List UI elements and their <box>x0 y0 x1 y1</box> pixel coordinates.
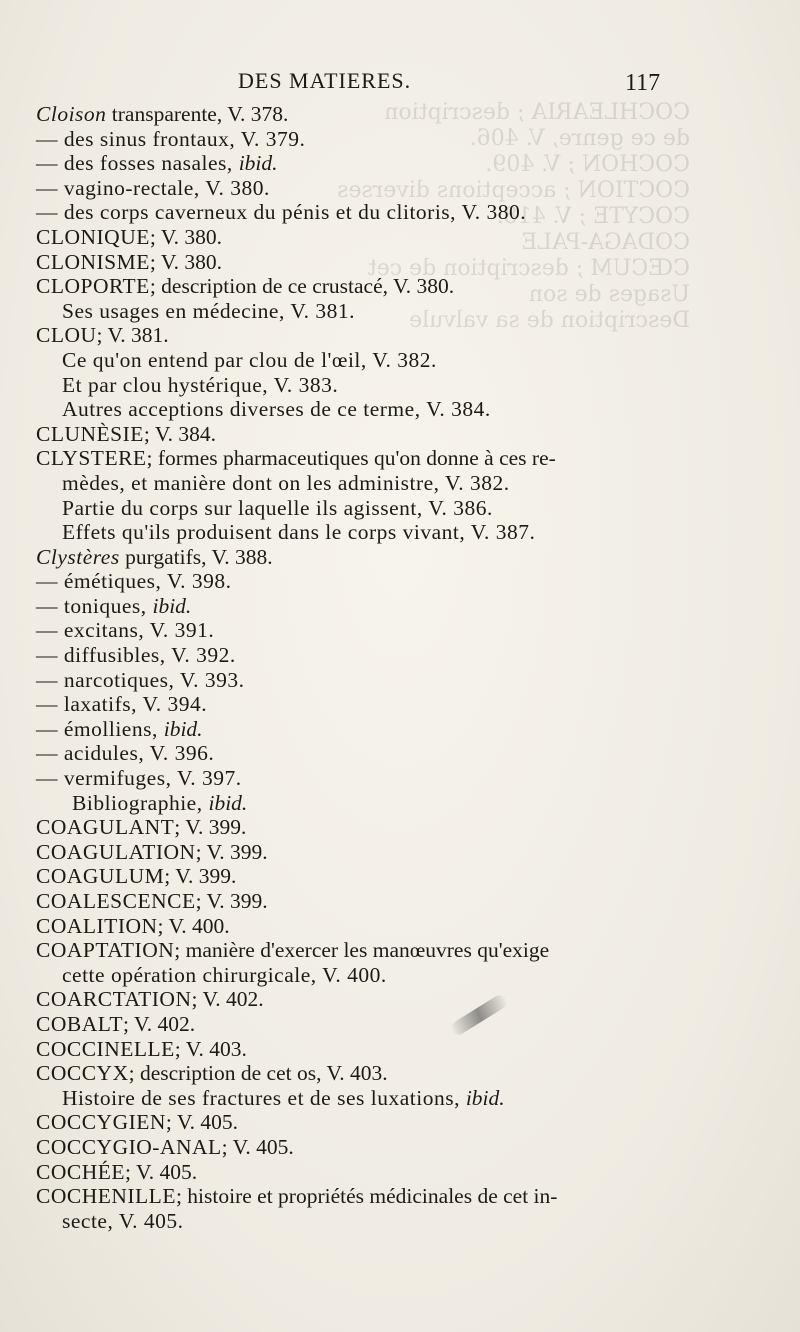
index-entry <box>36 151 686 176</box>
entry-head: COCCYGIEN <box>36 1110 166 1135</box>
index-entry <box>36 225 686 250</box>
entry-reference: ; V. 403. <box>174 1036 247 1061</box>
entry-reference: ; description de ce crustacé, V. 380. <box>149 274 455 299</box>
entry-head: — excitans, V. 391. <box>36 618 215 643</box>
entry-head: — vermifuges, V. 397. <box>36 766 242 791</box>
index-entry <box>36 496 686 521</box>
running-head: DES MATIERES. <box>238 68 412 93</box>
entry-head: Ses usages en médecine, V. 381. <box>62 298 355 323</box>
entry-reference: ; V. 405. <box>165 1110 239 1135</box>
entry-head: — laxatifs, V. 394. <box>36 692 208 717</box>
index-entry <box>36 545 686 570</box>
entry-head: Effets qu'ils produisent dans le corps vivant, V. 387. <box>62 520 536 545</box>
index-entry <box>36 594 686 619</box>
index-entry <box>36 1209 686 1234</box>
index-entry <box>36 1012 686 1037</box>
index-entry <box>36 766 686 791</box>
index-entry <box>36 692 686 717</box>
entry-reference: ; V. 380. <box>149 249 222 274</box>
index-entry <box>36 397 686 422</box>
entry-reference: ; V. 402. <box>191 987 264 1012</box>
entry-head: COCCYGIO-ANAL <box>36 1134 222 1159</box>
index-entry <box>36 963 686 988</box>
entry-reference: purgatifs, V. 388. <box>119 544 273 569</box>
entry-head: — toniques, <box>36 593 153 618</box>
entry-head: — narcotiques, V. 393. <box>36 667 245 692</box>
entry-reference: ; V. 384. <box>143 421 217 446</box>
entry-head: CLONISME <box>36 249 150 274</box>
index-entry <box>36 643 686 668</box>
entry-head: COCCYX <box>36 1061 129 1086</box>
entry-head: COAGULUM <box>36 864 165 889</box>
entry-reference: ; manière d'exercer les manœuvres qu'exige <box>174 938 550 963</box>
entry-head: COALESCENCE <box>36 889 196 913</box>
entry-head: Autres acceptions diverses de ce terme, V. 384. <box>62 397 491 422</box>
entry-head: COAPTATION <box>36 938 175 963</box>
entry-head: cette opération chirurgicale, V. 400. <box>62 962 387 987</box>
index-entry <box>36 250 686 275</box>
index-entry <box>36 446 686 471</box>
entry-head: secte, V. 405. <box>62 1208 184 1233</box>
index-entry <box>36 1110 686 1135</box>
index-entry <box>36 274 686 299</box>
entry-head: Clystères <box>36 544 120 569</box>
index-entry <box>36 938 686 963</box>
index-entry <box>36 348 686 373</box>
index-entry <box>36 299 686 324</box>
entry-head: COCHÉE <box>36 1159 125 1184</box>
index-entry <box>36 200 686 225</box>
bleed-through: COCHLEARIA ; description de ce genre, V. 406. COCHON ; V. 409. COCTION ; acceptions diverses COCYTE ; V. 418. CODAGA-PALE CŒCUM ; description de cet Usages de son Description de sa valvule <box>337 100 690 333</box>
entry-reference: ibid. <box>465 1085 505 1110</box>
index-entry <box>36 422 686 447</box>
entry-reference: ; V. 381. <box>96 323 169 348</box>
entry-head: COALITION <box>36 913 158 938</box>
index-entry <box>36 791 686 816</box>
entry-head: Ce qu'on entend par clou de l'œil, V. 382. <box>62 347 437 372</box>
entry-head: CLOU <box>36 323 97 348</box>
entry-reference: ; formes pharmaceutiques qu'on donne à ces re- <box>146 446 556 471</box>
entry-reference: ; histoire et propriétés médicinales de cet in- <box>175 1184 558 1209</box>
index-entry <box>36 914 686 939</box>
entry-reference: ibid. <box>208 790 248 815</box>
index-entry <box>36 176 686 201</box>
index-entry <box>36 127 686 152</box>
entry-head: — émétiques, V. 398. <box>36 569 232 594</box>
entry-head: COBALT <box>36 1011 124 1036</box>
entry-reference: ; V. 399. <box>174 815 247 840</box>
entry-head: Et par clou hystérique, V. 383. <box>62 372 339 397</box>
entry-head: — des sinus frontaux, V. 379. <box>36 126 306 151</box>
entry-head: CLUNÈSIE <box>36 421 144 446</box>
entry-reference: ; description de cet os, V. 403. <box>128 1061 388 1086</box>
entry-reference: ibid. <box>163 716 203 741</box>
entry-head: Bibliographie, <box>72 790 209 815</box>
page-header <box>0 68 800 102</box>
entry-reference: ; V. 399. <box>195 889 268 913</box>
entry-head: Histoire de ses fractures et de ses luxations, <box>62 1085 466 1110</box>
index-entry <box>36 668 686 693</box>
entry-reference: ; V. 380. <box>149 224 222 249</box>
entry-head: CLONIQUE <box>36 224 150 249</box>
index-entry <box>36 471 686 496</box>
entry-head: Cloison <box>36 102 107 126</box>
index-entry <box>36 1037 686 1062</box>
entry-head: — vagino-rectale, V. 380. <box>36 175 270 200</box>
index-entry <box>36 889 686 914</box>
index-entry <box>36 323 686 348</box>
index-entry <box>36 987 686 1012</box>
entry-head: CLYSTERE <box>36 446 147 471</box>
index-entry <box>36 840 686 865</box>
entry-head: COAGULATION <box>36 839 196 864</box>
index-entry <box>36 1086 686 1111</box>
index-entry <box>36 1184 686 1209</box>
index-entry <box>36 864 686 889</box>
entry-head: — diffusibles, V. 392. <box>36 643 236 668</box>
entry-head: mèdes, et manière dont on les administre, V. 382. <box>62 470 510 495</box>
entry-reference: ibid. <box>152 593 192 618</box>
entry-head: Partie du corps sur laquelle ils agissent, V. 386. <box>62 495 493 520</box>
index-entry <box>36 520 686 545</box>
index-entry <box>36 618 686 643</box>
entry-head: — des corps caverneux du pénis et du clitoris, V. 380. <box>36 200 527 225</box>
entry-reference: ; V. 399. <box>195 839 268 864</box>
page-number: 117 <box>625 70 661 96</box>
index-entry <box>36 1160 686 1185</box>
entry-head: — acidules, V. 396. <box>36 741 215 766</box>
entry-head: — des fosses nasales, <box>36 151 239 176</box>
index-entry <box>36 102 686 127</box>
index-entry <box>36 815 686 840</box>
index-entry <box>36 741 686 766</box>
index-entry <box>36 1135 686 1160</box>
entry-reference: transparente, V. 378. <box>106 102 289 126</box>
entry-reference: ; V. 405. <box>125 1159 198 1184</box>
index-entry <box>36 569 686 594</box>
entry-reference: ; V. 400. <box>157 913 230 938</box>
entry-head: COAGULANT <box>36 815 175 840</box>
entry-head: COCHENILLE <box>36 1184 176 1209</box>
entry-head: — émolliens, <box>36 716 164 741</box>
entry-head: COARCTATION <box>36 987 192 1012</box>
index-entry <box>36 717 686 742</box>
index-entries <box>36 102 686 1233</box>
entry-reference: ibid. <box>238 151 278 176</box>
entry-reference: ; V. 402. <box>123 1011 196 1036</box>
entry-head: CLOPORTE <box>36 274 150 299</box>
entry-reference: ; V. 399. <box>164 864 237 889</box>
entry-head: COCCINELLE <box>36 1036 175 1061</box>
index-entry <box>36 373 686 398</box>
entry-reference: ; V. 405. <box>221 1134 294 1159</box>
index-entry <box>36 1061 686 1086</box>
